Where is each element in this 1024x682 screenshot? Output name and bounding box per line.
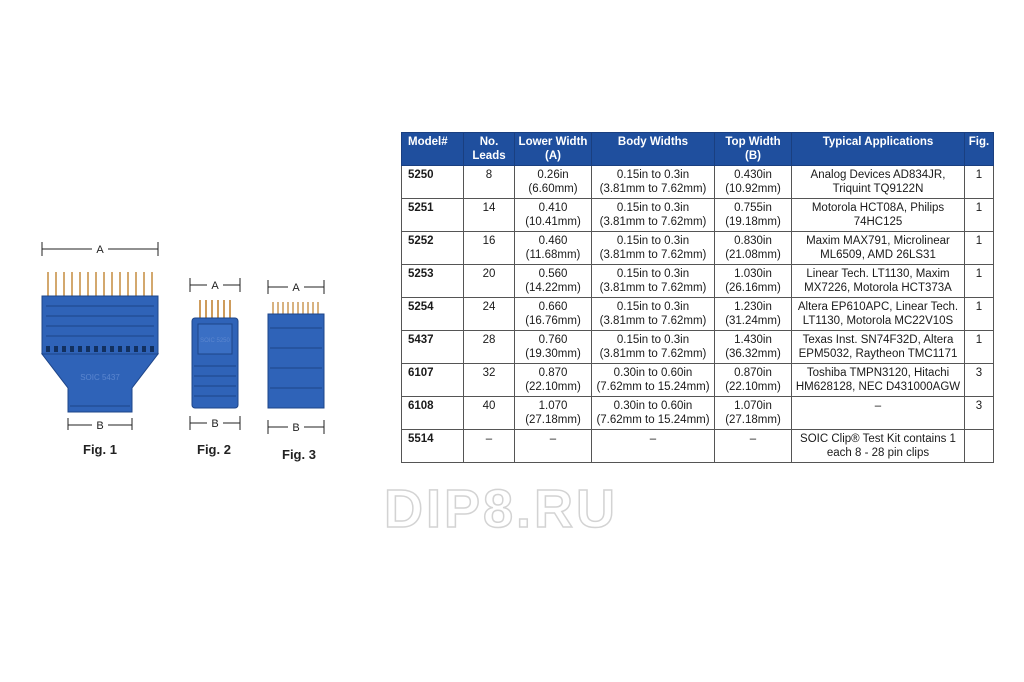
cell-fig: 3 [965,364,994,397]
fig1-body-text: SOIC 5437 [80,373,120,382]
cell-top-width: 0.755in (19.18mm) [715,199,792,232]
cell-fig: 1 [965,298,994,331]
cell-lower-width: – [515,430,592,463]
table-row [402,199,994,232]
fig2-body-text: SOIC 5250 [200,338,230,344]
cell-fig [965,430,994,463]
fig1-caption: Fig. 1 [83,442,117,457]
cell-top-width: 1.070in (27.18mm) [715,397,792,430]
cell-fig: 3 [965,397,994,430]
fig1-clip [40,240,162,430]
cell-applications: Linear Tech. LT1130, Maxim MX7226, Motorola HCT373A [792,265,965,298]
cell-applications: Motorola HCT08A, Philips 74HC125 [792,199,965,232]
header-top-width: Top Width (B) [715,133,792,166]
cell-applications: Toshiba TMPN3120, Hitachi HM628128, NEC D431000AGW [792,364,965,397]
cell-lower-width: 0.460 (11.68mm) [515,232,592,265]
fig2-top-label: A [211,280,219,292]
cell-fig: 1 [965,199,994,232]
cell-leads: 28 [464,331,515,364]
header-leads: No. Leads [464,133,515,166]
cell-lower-width: 0.410 (10.41mm) [515,199,592,232]
cell-fig: 1 [965,232,994,265]
fig3-bottom-label: B [292,422,300,434]
watermark: DIP8.RU [384,479,619,539]
cell-lower-width: 0.870 (22.10mm) [515,364,592,397]
cell-fig: 1 [965,265,994,298]
cell-body-widths: – [592,430,715,463]
cell-lower-width: 0.760 (19.30mm) [515,331,592,364]
cell-model: 6107 [402,364,464,397]
cell-top-width: 0.430in (10.92mm) [715,166,792,199]
cell-lower-width: 0.560 (14.22mm) [515,265,592,298]
fig1-bottom-label: B [96,420,104,432]
cell-top-width: 0.870in (22.10mm) [715,364,792,397]
fig1-top-label: A [96,244,104,256]
cell-leads: – [464,430,515,463]
cell-leads: 40 [464,397,515,430]
cell-applications: Texas Inst. SN74F32D, Altera EPM5032, Raytheon TMC1171 [792,331,965,364]
header-lower-width: Lower Width (A) [515,133,592,166]
cell-leads: 14 [464,199,515,232]
table-row [402,232,994,265]
fig2-bottom-label: B [211,418,219,430]
table-row [402,265,994,298]
cell-leads: 20 [464,265,515,298]
cell-applications: SOIC Clip® Test Kit contains 1 each 8 - 28 pin clips [792,430,965,463]
cell-fig: 1 [965,331,994,364]
cell-body-widths: 0.15in to 0.3in (3.81mm to 7.62mm) [592,199,715,232]
cell-applications: Maxim MAX791, Microlinear ML6509, AMD 26LS31 [792,232,965,265]
figure-panel [30,230,350,470]
cell-applications: Altera EP610APC, Linear Tech. LT1130, Motorola MC22V10S [792,298,965,331]
cell-lower-width: 1.070 (27.18mm) [515,397,592,430]
cell-top-width: 1.030in (26.16mm) [715,265,792,298]
table-row [402,430,994,463]
cell-body-widths: 0.15in to 0.3in (3.81mm to 7.62mm) [592,298,715,331]
cell-model: 6108 [402,397,464,430]
cell-model: 5253 [402,265,464,298]
cell-leads: 32 [464,364,515,397]
cell-model: 5251 [402,199,464,232]
fig3-caption: Fig. 3 [282,447,316,462]
cell-top-width: 1.430in (36.32mm) [715,331,792,364]
table-header-row [402,133,994,166]
cell-lower-width: 0.660 (16.76mm) [515,298,592,331]
spec-table [401,132,994,463]
fig3-top-label: A [292,282,300,294]
cell-top-width: 1.230in (31.24mm) [715,298,792,331]
cell-applications: Analog Devices AD834JR, Triquint TQ9122N [792,166,965,199]
cell-applications: – [792,397,965,430]
table-row [402,364,994,397]
header-fig: Fig. [965,133,994,166]
cell-body-widths: 0.30in to 0.60in (7.62mm to 15.24mm) [592,364,715,397]
table-row [402,298,994,331]
cell-top-width: 0.830in (21.08mm) [715,232,792,265]
cell-leads: 24 [464,298,515,331]
cell-model: 5514 [402,430,464,463]
cell-model: 5437 [402,331,464,364]
cell-leads: 16 [464,232,515,265]
header-model: Model# [402,133,464,166]
cell-leads: 8 [464,166,515,199]
fig2-caption: Fig. 2 [197,442,231,457]
fig3-clip [266,278,328,434]
cell-model: 5252 [402,232,464,265]
table-row [402,331,994,364]
cell-fig: 1 [965,166,994,199]
cell-top-width: – [715,430,792,463]
fig2-clip [188,276,244,430]
cell-body-widths: 0.15in to 0.3in (3.81mm to 7.62mm) [592,166,715,199]
cell-lower-width: 0.26in (6.60mm) [515,166,592,199]
cell-body-widths: 0.30in to 0.60in (7.62mm to 15.24mm) [592,397,715,430]
table-row [402,397,994,430]
table-row [402,166,994,199]
cell-body-widths: 0.15in to 0.3in (3.81mm to 7.62mm) [592,331,715,364]
cell-body-widths: 0.15in to 0.3in (3.81mm to 7.62mm) [592,265,715,298]
header-applications: Typical Applications [792,133,965,166]
cell-model: 5254 [402,298,464,331]
header-body-widths: Body Widths [592,133,715,166]
cell-body-widths: 0.15in to 0.3in (3.81mm to 7.62mm) [592,232,715,265]
cell-model: 5250 [402,166,464,199]
